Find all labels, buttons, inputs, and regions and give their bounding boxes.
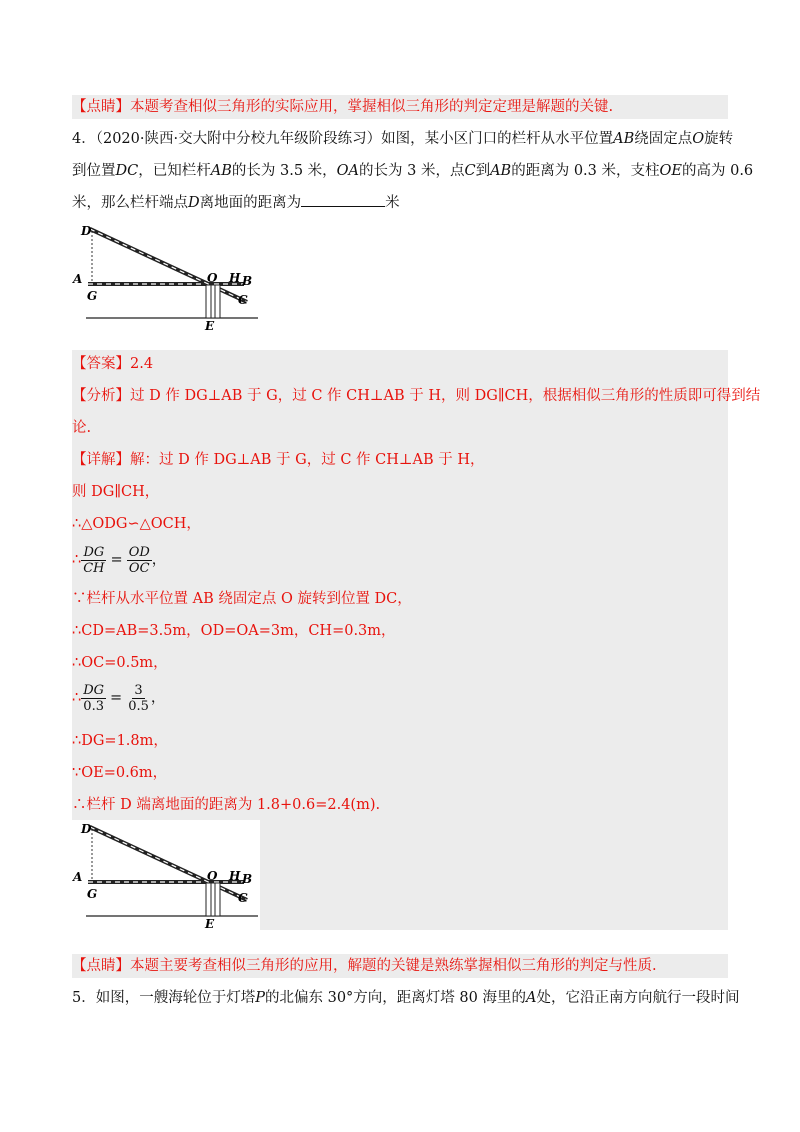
note-bottom-text: 本题主要考查相似三角形的应用，解题的关键是熟练掌握相似三角形的判定与性质. bbox=[130, 958, 657, 974]
q5-text: 处，它沿正南方向航行一段时间 bbox=[536, 990, 740, 1006]
q4-figure bbox=[72, 222, 262, 334]
q4-var-ab: AB bbox=[210, 163, 232, 179]
detail-line-1 bbox=[72, 449, 728, 471]
detail-line-5: ∵栏杆从水平位置 AB 绕固定点 O 旋转到位置 DC， bbox=[72, 591, 412, 607]
fraction: $\frac{DG}{CH}$ bbox=[83, 544, 105, 576]
q4-text: 的高为 0.6 bbox=[681, 163, 754, 179]
q5-text: 的北偏东 30°方向，距离灯塔 80 海里的 bbox=[265, 990, 526, 1006]
analysis-bracket: 【分析】 bbox=[72, 388, 130, 404]
label-e: E bbox=[205, 319, 215, 333]
q4-text: ，已知栏杆 bbox=[138, 163, 211, 179]
detail-text: 解：过 D 作 DG⊥AB 于 G，过 C 作 CH⊥AB 于 H， bbox=[130, 452, 485, 468]
fraction: $\frac{OD}{OC}$ bbox=[128, 544, 150, 576]
detail-fraction-2: ∴ $\frac{DG}{0.3}$ = $\frac{3}{0.5}$ ， bbox=[72, 682, 166, 714]
post-oe bbox=[206, 285, 220, 318]
label-c: C bbox=[238, 891, 248, 905]
detail-fraction-1: ∴ $\frac{DG}{CH}$ = $\frac{OD}{OC}$ ， bbox=[72, 544, 167, 576]
q4-text: 旋转 bbox=[704, 131, 734, 147]
answer-bracket: 【答案】 bbox=[72, 356, 130, 372]
q5-text: 5．如图，一艘海轮位于灯塔 bbox=[72, 990, 256, 1006]
q4-var-c: C bbox=[464, 163, 476, 179]
detail-line-11: ∴栏杆 D 端离地面的距离为 1.8+0.6=2.4(m). bbox=[72, 797, 381, 813]
label-d: D bbox=[81, 822, 92, 836]
analysis-line-1 bbox=[72, 385, 761, 407]
note-top bbox=[72, 95, 728, 119]
answer-value: 2.4 bbox=[130, 356, 154, 372]
label-a: A bbox=[73, 870, 83, 884]
detail-line-3: ∴△ODG∽△OCH， bbox=[72, 516, 201, 532]
q4-text: 到 bbox=[475, 163, 491, 179]
q4-text: 的长为 3 米，点 bbox=[359, 163, 465, 179]
q4-text: 绕固定点 bbox=[634, 131, 693, 147]
fraction: $\frac{DG}{0.3}$ bbox=[83, 682, 105, 714]
label-g: G bbox=[87, 887, 98, 901]
q4-line-1 bbox=[72, 128, 734, 150]
q5-line-1 bbox=[72, 987, 740, 1009]
label-g: G bbox=[87, 289, 98, 303]
label-o: O bbox=[207, 869, 218, 883]
label-e: E bbox=[205, 917, 215, 931]
answer-blank bbox=[301, 192, 385, 207]
note-bottom bbox=[72, 954, 728, 978]
note-bottom-bracket: 【点睛】 bbox=[72, 958, 130, 974]
q4-text: 到位置 bbox=[72, 163, 116, 179]
label-c: C bbox=[238, 293, 248, 307]
label-h: H bbox=[229, 869, 241, 883]
analysis-line-2 bbox=[72, 417, 728, 439]
label-a: A bbox=[73, 272, 83, 286]
detail-line-10: ∵OE=0.6m， bbox=[72, 765, 168, 781]
detail-line-9: ∴DG=1.8m， bbox=[72, 733, 168, 749]
detail-line-6: ∴CD=AB=3.5m，OD=OA=3m，CH=0.3m， bbox=[72, 623, 396, 639]
analysis-text: 论. bbox=[72, 420, 92, 436]
solution-figure bbox=[72, 820, 262, 932]
q4-var-dc: DC bbox=[115, 163, 139, 179]
q4-var-d: D bbox=[188, 195, 200, 211]
q4-unit: 米 bbox=[385, 195, 400, 211]
q4-text: 4．（2020·陕西·交大附中分校九年级阶段练习）如图，某小区门口的栏杆从水平位置 bbox=[72, 131, 614, 147]
q4-var-oe: OE bbox=[659, 163, 682, 179]
label-b: B bbox=[242, 872, 253, 886]
q4-text: 米，那么栏杆端点 bbox=[72, 195, 188, 211]
q4-var-ab: AB bbox=[490, 163, 512, 179]
detail-line-2: 则 DG∥CH， bbox=[72, 484, 160, 500]
detail-bracket: 【详解】 bbox=[72, 452, 130, 468]
fraction: $\frac{3}{0.5}$ bbox=[128, 682, 149, 714]
therefore-symbol: ∴ bbox=[72, 690, 82, 706]
q5-var-p: P bbox=[255, 990, 265, 1006]
q4-text: 的距离为 0.3 米，支柱 bbox=[511, 163, 660, 179]
note-top-text: 本题考查相似三角形的实际应用，掌握相似三角形的判定定理是解题的关键. bbox=[130, 99, 614, 115]
q4-line-3 bbox=[72, 192, 728, 214]
answer-line bbox=[72, 353, 728, 375]
label-b: B bbox=[242, 274, 253, 288]
detail-line-7: ∴OC=0.5m， bbox=[72, 655, 168, 671]
q4-text: 的长为 3.5 米， bbox=[231, 163, 337, 179]
q5-var-a: A bbox=[525, 990, 537, 1006]
q4-var-oa: OA bbox=[336, 163, 360, 179]
therefore-symbol: ∴ bbox=[72, 552, 82, 568]
note-top-bracket: 【点睛】 bbox=[72, 99, 130, 115]
q4-var-ab: AB bbox=[613, 131, 635, 147]
label-d: D bbox=[81, 224, 92, 238]
label-o: O bbox=[207, 271, 218, 285]
label-h: H bbox=[229, 271, 241, 285]
analysis-text: 过 D 作 DG⊥AB 于 G，过 C 作 CH⊥AB 于 H，则 DG∥CH，根据相似三角形的性质即可得到结 bbox=[130, 388, 761, 404]
q4-var-o: O bbox=[692, 131, 705, 147]
q4-text: 离地面的距离为 bbox=[199, 195, 302, 211]
q4-line-2 bbox=[72, 160, 754, 182]
